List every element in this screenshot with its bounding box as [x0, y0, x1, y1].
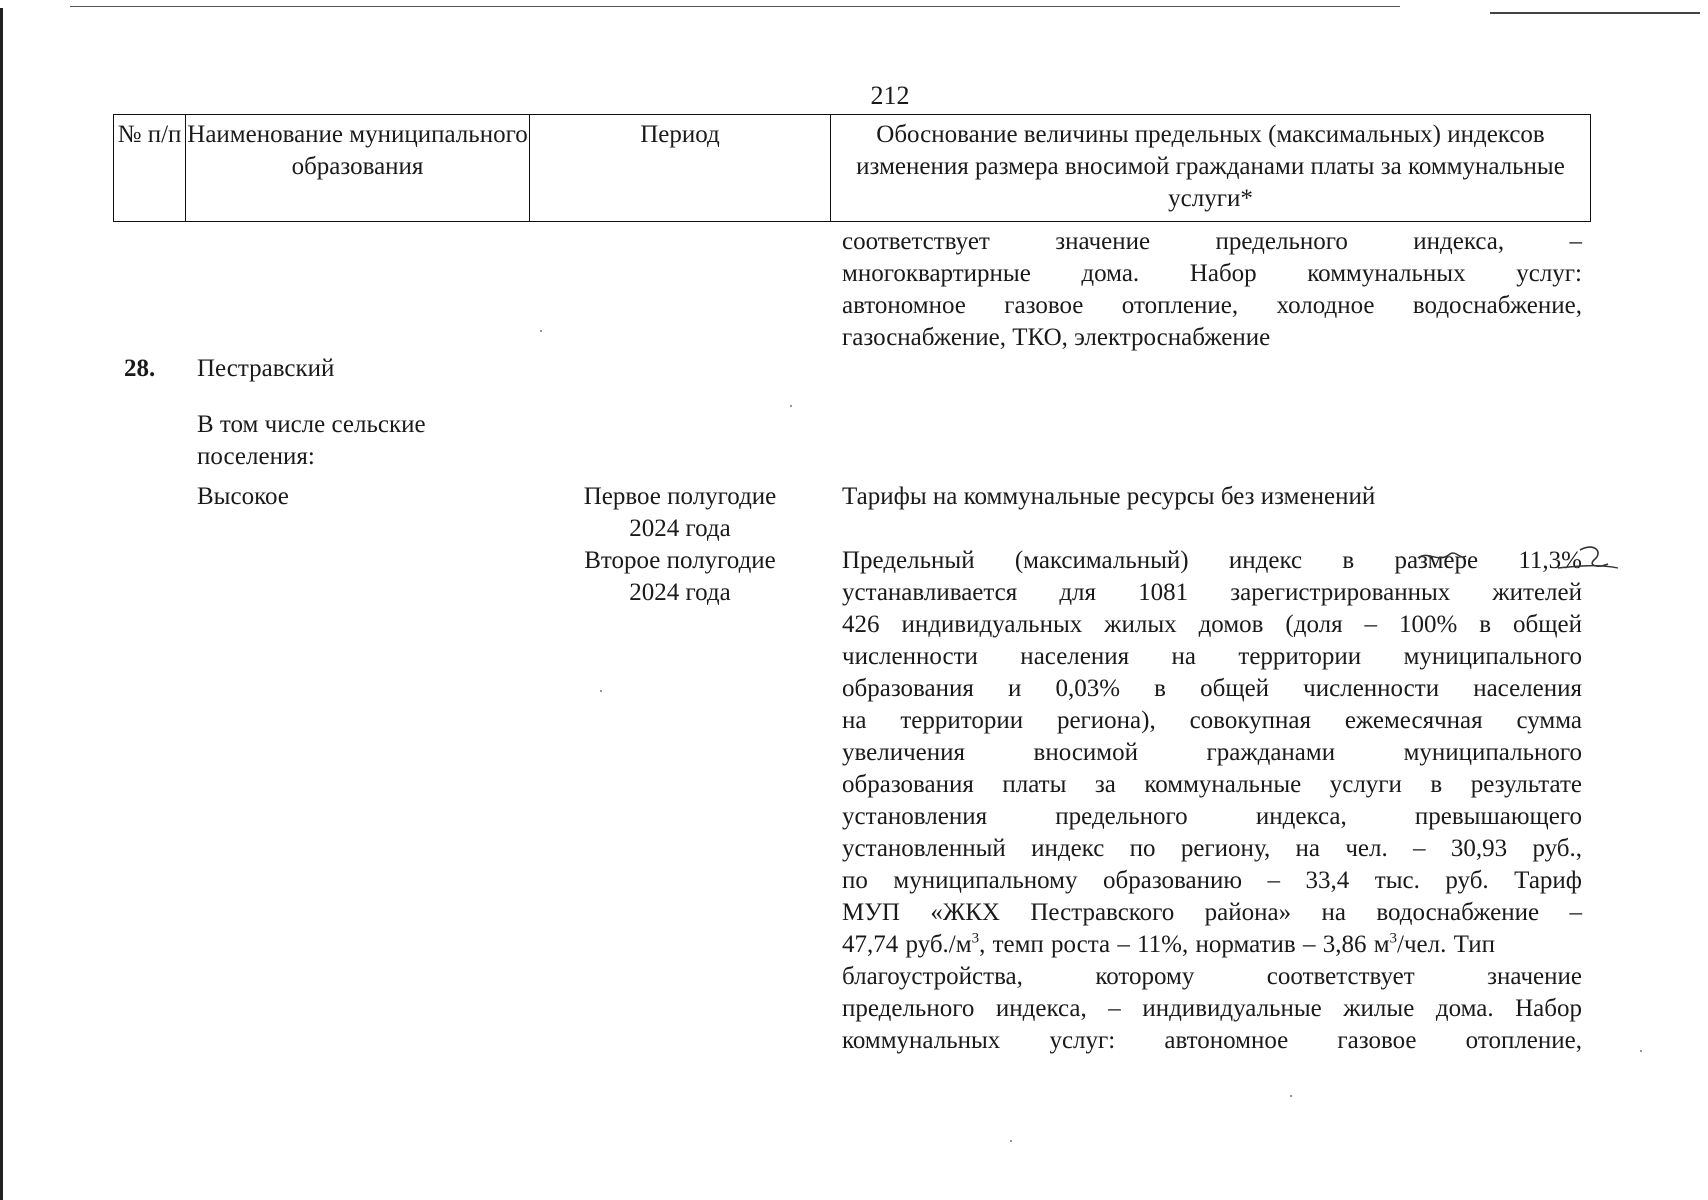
scan-left-edge	[0, 8, 3, 1200]
text-line: автономное газовое отопление, холодное водоснабжение,	[842, 292, 1582, 319]
header-period: Период	[530, 115, 831, 221]
text-fragment: 47,74 руб./м	[842, 931, 972, 958]
scan-speck	[540, 330, 542, 332]
text-line: численности населения на территории муниципального	[842, 643, 1582, 670]
period-line: Второе полугодие	[584, 547, 776, 574]
text-fragment: , темп роста – 11%, норматив – 3,86 м	[979, 931, 1390, 958]
table-header	[113, 114, 1591, 222]
period-line: Первое полугодие	[583, 483, 777, 510]
text-fragment: /чел. Тип	[1397, 931, 1496, 958]
text-line: устанавливается для 1081 зарегистрированных жителей	[842, 579, 1582, 606]
text-line: предельного индекса, – индивидуальные жилые дома. Набор	[842, 995, 1582, 1022]
text-line: установления предельного индекса, превышающего	[842, 803, 1582, 830]
text-line: коммунальных услуг: автономное газовое отопление,	[842, 1027, 1582, 1054]
text-line: образования и 0,03% в общей численности населения	[842, 675, 1582, 702]
settlement-name: Высокое	[197, 483, 289, 510]
text-line: по муниципальному образованию – 33,4 тыс. руб. Тариф	[842, 867, 1582, 894]
text-line: образования платы за коммунальные услуги в результате	[842, 771, 1582, 798]
scan-speck	[1640, 1050, 1642, 1052]
handwritten-mark-icon	[1408, 538, 1628, 588]
superscript: 3	[1389, 930, 1398, 947]
header-municipality: Наименование муниципального образования	[186, 115, 530, 221]
scan-speck	[600, 690, 602, 692]
text-line: соответствует значение предельного индекса, –	[842, 228, 1582, 255]
page-number: 212	[870, 81, 910, 110]
text-line: газоснабжение, ТКО, электроснабжение	[842, 324, 1271, 351]
rural-settlements-label: В том числе сельские поселения:	[197, 411, 426, 470]
tariffs-unchanged-text: Тарифы на коммунальные ресурсы без изменений	[842, 483, 1376, 510]
text-line: на территории региона), совокупная ежемесячная сумма	[842, 707, 1582, 734]
superscript: 3	[971, 930, 980, 947]
period-line: 2024 года	[629, 579, 731, 606]
period-first-half	[560, 481, 800, 545]
municipality-name: Пестравский	[197, 355, 335, 382]
header-basis: Обоснование величины предельных (максимальных) индексов изменения размера вносимой гражданами платы за коммунальные услуги*	[856, 121, 1565, 212]
scan-speck	[1010, 1140, 1012, 1142]
scan-top-edge-right	[1490, 12, 1700, 14]
scan-top-edge	[70, 6, 1400, 7]
scan-speck	[1290, 1095, 1292, 1097]
text-line: благоустройства, которому соответствует значение	[842, 963, 1582, 990]
text-line: многоквартирные дома. Набор коммунальных услуг:	[842, 260, 1582, 287]
text-line: МУП «ЖКХ Пестравского района» на водоснабжение –	[842, 899, 1582, 926]
basis-text	[842, 545, 1582, 1057]
text-line: 426 индивидуальных жилых домов (доля – 100% в общей	[842, 611, 1582, 638]
scan-speck	[790, 405, 792, 407]
row-number: 28.	[124, 355, 156, 382]
text-line	[842, 929, 1582, 961]
continuation-text	[842, 226, 1582, 354]
text-line: увеличения вносимой гражданами муниципального	[842, 739, 1582, 766]
period-second-half	[560, 545, 800, 609]
text-line: установленный индекс по региону, на чел. – 30,93 руб.,	[842, 835, 1582, 862]
header-number: № п/п	[114, 115, 186, 221]
period-line: 2024 года	[629, 515, 731, 542]
text-line: Предельный (максимальный) индекс в размере 11,3%	[842, 547, 1582, 574]
